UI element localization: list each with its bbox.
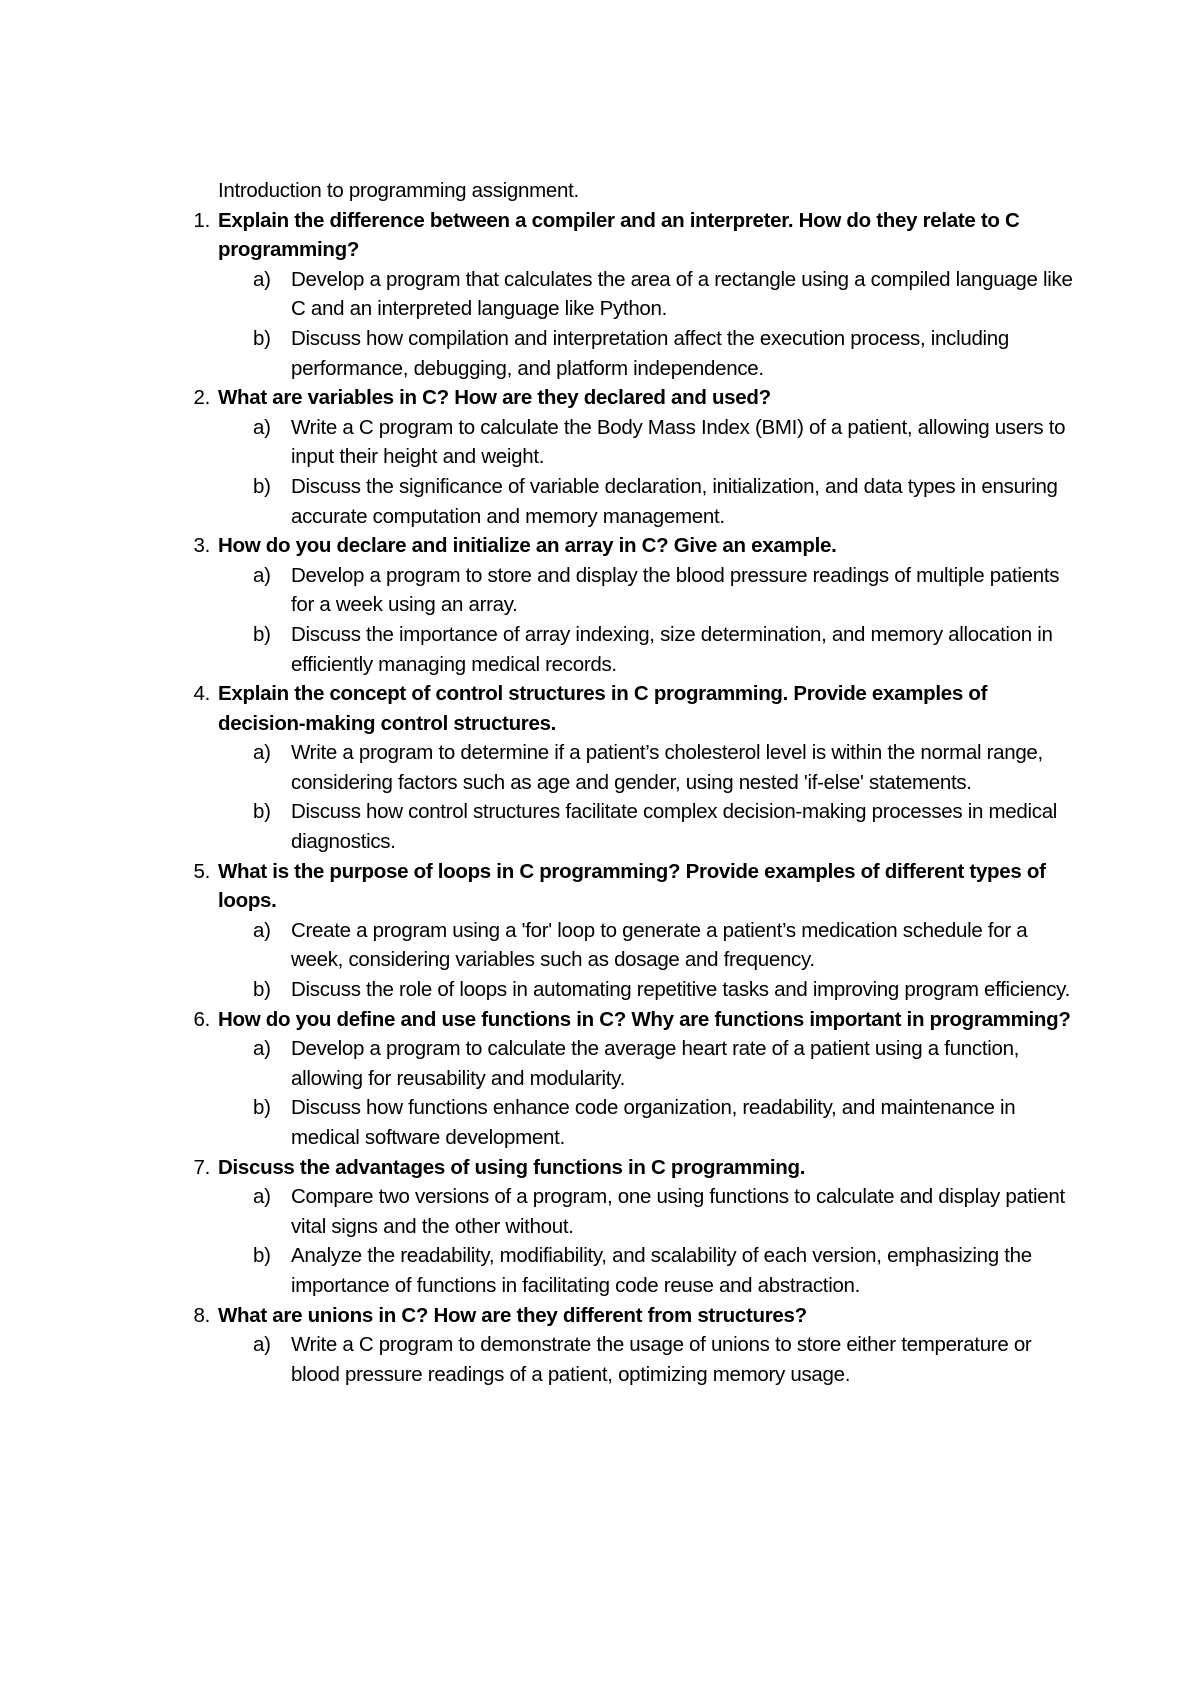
subquestion-item <box>253 738 1078 797</box>
subquestion-list <box>218 265 1078 383</box>
subquestion-item <box>253 472 1078 531</box>
question-number: 4. <box>193 682 210 706</box>
question-list <box>193 206 1078 1390</box>
question-item <box>193 857 1078 1005</box>
subquestion-letter: a) <box>253 918 271 942</box>
subquestion-letter: a) <box>253 267 271 291</box>
subquestion-item <box>253 620 1078 679</box>
question-number: 6. <box>193 1007 210 1031</box>
subquestion-text: Discuss how functions enhance code organization, readability, and maintenance in medical software development. <box>291 1096 1016 1149</box>
subquestion-item <box>253 561 1078 620</box>
subquestion-letter: a) <box>253 1185 271 1209</box>
subquestion-item <box>253 1093 1078 1152</box>
question-item <box>193 1153 1078 1301</box>
subquestion-item <box>253 916 1078 975</box>
question-item <box>193 206 1078 384</box>
subquestion-item <box>253 797 1078 856</box>
subquestion-item <box>253 324 1078 383</box>
subquestion-letter: b) <box>253 1096 271 1120</box>
question-text: Discuss the advantages of using functions in C programming. <box>218 1155 806 1179</box>
subquestion-text: Write a C program to calculate the Body Mass Index (BMI) of a patient, allowing users to input their height and weight. <box>291 415 1066 469</box>
question-number: 8. <box>193 1303 210 1327</box>
subquestion-letter: a) <box>253 1037 271 1061</box>
question-text: What is the purpose of loops in C programming? Provide examples of different types of loops. <box>218 859 1046 913</box>
subquestion-letter: a) <box>253 741 271 765</box>
subquestion-letter: b) <box>253 1244 271 1268</box>
subquestion-letter: b) <box>253 622 271 646</box>
question-item <box>193 1005 1078 1153</box>
question-item <box>193 679 1078 857</box>
subquestion-text: Develop a program to store and display the blood pressure readings of multiple patients for a week using an array. <box>291 563 1060 617</box>
subquestion-item <box>253 413 1078 472</box>
subquestion-item <box>253 265 1078 324</box>
subquestion-letter: a) <box>253 1333 271 1357</box>
question-text: Explain the concept of control structures in C programming. Provide examples of decision-making control structures. <box>218 682 988 735</box>
subquestion-text: Analyze the readability, modifiability, and scalability of each version, emphasizing the importance of functions in facilitating code reuse and abstraction. <box>291 1244 1032 1297</box>
document-body <box>193 176 1078 1389</box>
subquestion-text: Write a program to determine if a patient’s cholesterol level is within the normal range, considering factors such as age and gender, using nested 'if-else' statements. <box>291 741 1043 794</box>
subquestion-item <box>253 1330 1078 1389</box>
subquestion-list <box>218 1034 1078 1152</box>
question-item <box>193 1301 1078 1390</box>
question-item <box>193 383 1078 531</box>
subquestion-letter: a) <box>253 563 271 587</box>
subquestion-list <box>218 413 1078 531</box>
subquestion-letter: b) <box>253 474 271 498</box>
subquestion-list <box>218 738 1078 856</box>
subquestion-item <box>253 1182 1078 1241</box>
question-text: What are unions in C? How are they different from structures? <box>218 1303 807 1327</box>
subquestion-list <box>218 1182 1078 1300</box>
subquestion-text: Discuss the importance of array indexing, size determination, and memory allocation in efficiently managing medical records. <box>291 622 1053 676</box>
subquestion-letter: a) <box>253 415 271 439</box>
question-number: 3. <box>193 534 210 558</box>
subquestion-text: Discuss how compilation and interpretation affect the execution process, including performance, debugging, and platform independence. <box>291 326 1009 380</box>
subquestion-text: Discuss how control structures facilitate complex decision-making processes in medical diagnostics. <box>291 800 1058 854</box>
subquestion-text: Create a program using a 'for' loop to generate a patient’s medication schedule for a week, considering variables such as dosage and frequency. <box>291 918 1028 972</box>
question-text: Explain the difference between a compiler and an interpreter. How do they relate to C programming? <box>218 208 1020 262</box>
question-text: What are variables in C? How are they declared and used? <box>218 386 771 410</box>
subquestion-text: Develop a program to calculate the average heart rate of a patient using a function, allowing for reusability and modularity. <box>291 1037 1020 1090</box>
subquestion-text: Discuss the significance of variable declaration, initialization, and data types in ensuring accurate computation and memory management. <box>291 474 1058 528</box>
question-number: 7. <box>193 1155 210 1179</box>
subquestion-text: Discuss the role of loops in automating repetitive tasks and improving program efficiency. <box>291 978 1070 1002</box>
question-number: 1. <box>193 208 210 232</box>
subquestion-letter: b) <box>253 800 271 824</box>
document-intro: Introduction to programming assignment. <box>218 179 579 202</box>
question-item <box>193 531 1078 679</box>
subquestion-letter: b) <box>253 326 271 350</box>
subquestion-item <box>253 975 1078 1005</box>
question-number: 5. <box>193 859 210 883</box>
subquestion-list <box>218 916 1078 1005</box>
subquestion-item <box>253 1034 1078 1093</box>
subquestion-list <box>218 561 1078 679</box>
question-text: How do you define and use functions in C? Why are functions important in programming? <box>218 1007 1071 1031</box>
subquestion-text: Compare two versions of a program, one using functions to calculate and display patient vital signs and the other without. <box>291 1185 1065 1238</box>
subquestion-text: Write a C program to demonstrate the usage of unions to store either temperature or blood pressure readings of a patient, optimizing memory usage. <box>291 1333 1032 1386</box>
subquestion-letter: b) <box>253 978 271 1002</box>
subquestion-item <box>253 1241 1078 1300</box>
question-text: How do you declare and initialize an array in C? Give an example. <box>218 534 837 558</box>
question-number: 2. <box>193 386 210 410</box>
subquestion-list <box>218 1330 1078 1389</box>
subquestion-text: Develop a program that calculates the area of a rectangle using a compiled language like C and an interpreted language like Python. <box>291 267 1073 321</box>
